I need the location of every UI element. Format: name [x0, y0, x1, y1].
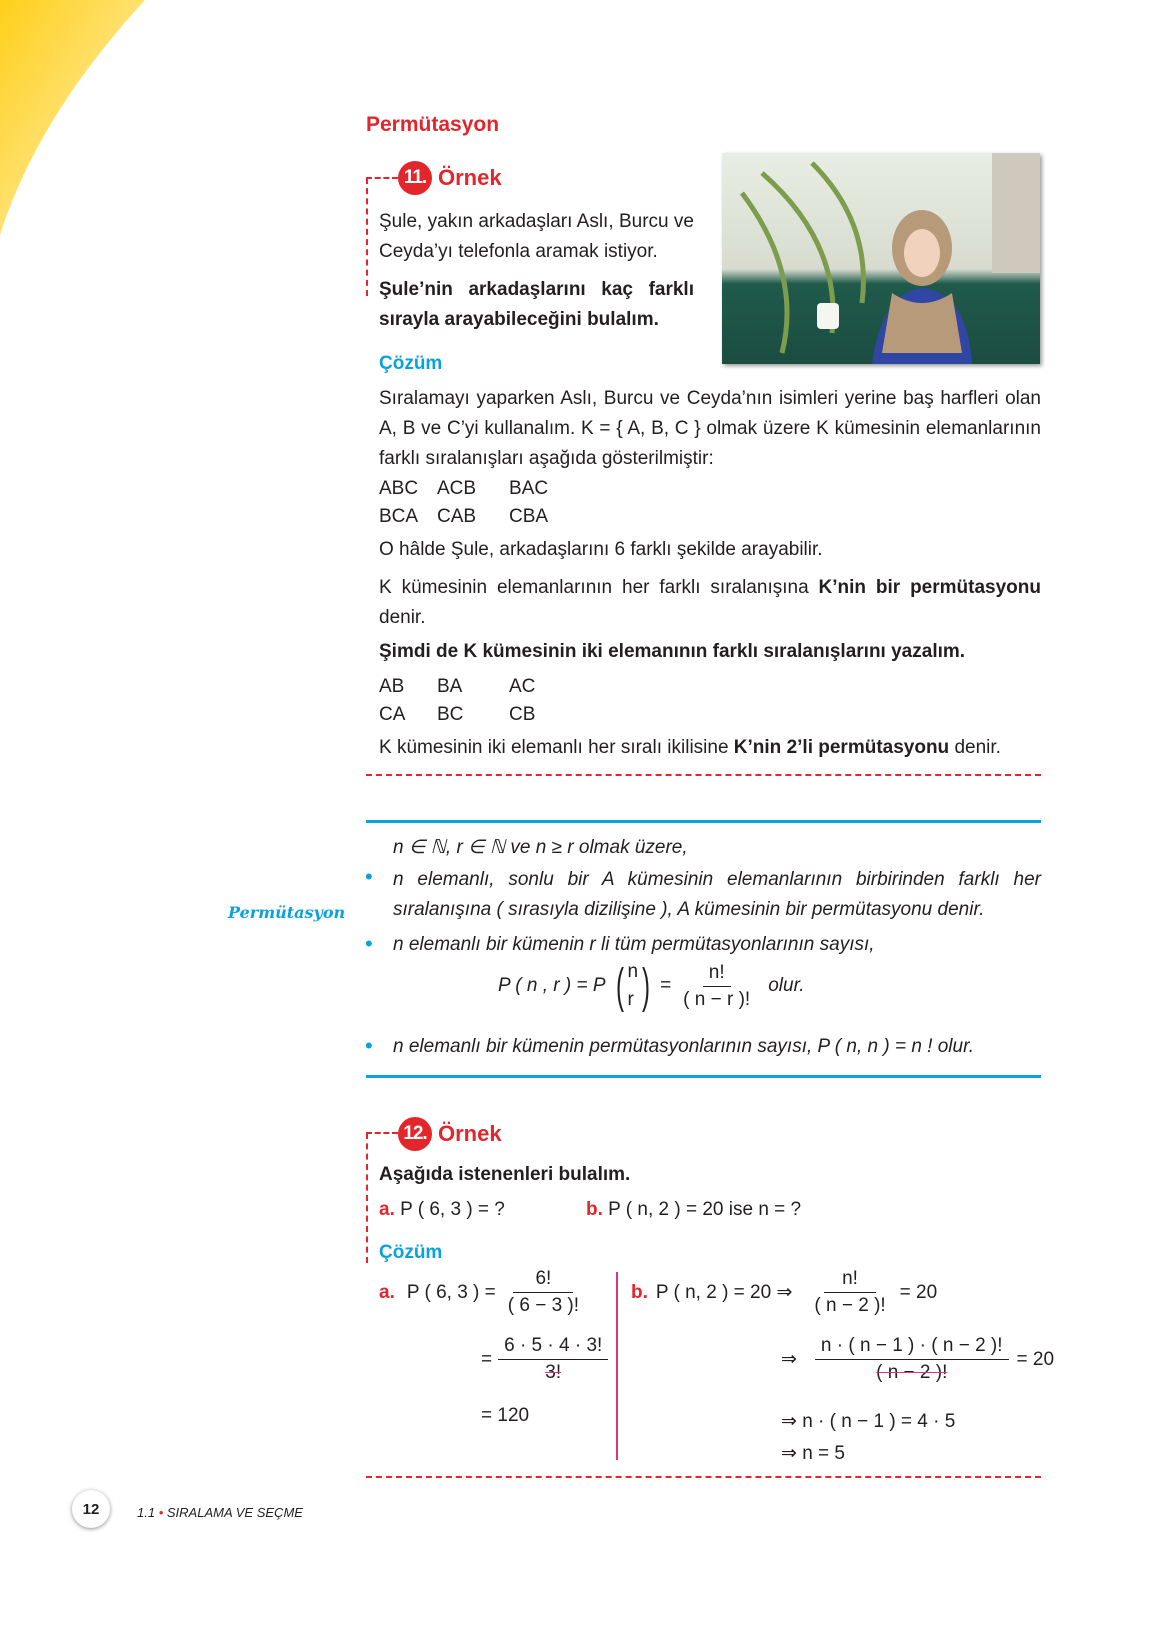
- numerator: n · ( n − 1 ) · ( n − 2 )!: [815, 1335, 1009, 1360]
- numerator: 6!: [513, 1268, 573, 1293]
- perm-item: CB: [509, 704, 536, 725]
- example-11-question: Şule’nin arkadaşlarını kaç farklı sırayla arayabileceğini bulalım.: [379, 279, 694, 330]
- example-end-divider: [366, 1476, 1041, 1478]
- denominator: ( n − 2 )!: [876, 1362, 948, 1383]
- solution-b-line-2: [781, 1335, 1054, 1384]
- solution-label: Çözüm: [379, 353, 443, 374]
- perm-item: CAB: [437, 506, 477, 527]
- corner-decoration: [0, 0, 160, 240]
- implies-icon: ⇒: [781, 1349, 797, 1370]
- denominator: ( n − 2 )!: [814, 1295, 886, 1316]
- formula-end: olur.: [768, 975, 805, 996]
- numerator: 6 · 5 · 4 · 3!: [498, 1335, 608, 1360]
- numerator: n!: [703, 962, 731, 987]
- perm-item: ACB: [437, 478, 477, 499]
- fraction: [808, 1268, 891, 1317]
- fraction: [502, 1268, 585, 1317]
- term: K’nin 2’li permütasyonu: [733, 737, 950, 758]
- example-border: [366, 178, 368, 296]
- page-number: 12: [72, 1490, 110, 1528]
- fraction: [498, 1335, 608, 1384]
- solution-b-line-3: ⇒ n · ( n − 1 ) = 4 · 5: [781, 1411, 956, 1432]
- separator: •: [158, 1505, 164, 1520]
- lhs: P ( 6, 3 ) =: [406, 1281, 496, 1303]
- solution-a-line-1: [379, 1268, 585, 1317]
- bullet-icon: •: [365, 931, 373, 956]
- example-11-header: [398, 161, 502, 195]
- text: P ( n, 2 ) = 20 ise n = ?: [608, 1199, 802, 1220]
- example-border-top: [366, 1132, 398, 1134]
- fraction: [815, 1335, 1009, 1384]
- formula-fraction: [677, 962, 756, 1011]
- perm-item: ABC: [379, 478, 419, 499]
- perm-item: BC: [437, 704, 464, 725]
- solution-paragraph-3: [379, 573, 1041, 633]
- binom-bottom: r: [627, 989, 634, 1010]
- solution-paragraph-5: [379, 737, 1001, 759]
- label: b.: [586, 1199, 603, 1220]
- section-title: Permütasyon: [366, 113, 500, 136]
- label: a.: [379, 1281, 395, 1303]
- perm-item: CA: [379, 704, 406, 725]
- permutations-3-list: [379, 475, 548, 531]
- solution-a-result: = 120: [481, 1405, 530, 1426]
- lhs: P ( n, 2 ) = 20 ⇒: [655, 1282, 793, 1303]
- denominator: 3!: [545, 1362, 562, 1383]
- text: P ( 6, 3 ) = ?: [400, 1199, 505, 1220]
- term: K’nin bir permütasyonu: [818, 577, 1041, 598]
- solution-paragraph-2: O hâlde Şule, arkadaşlarını 6 farklı şekilde arayabilir.: [379, 539, 823, 560]
- example-12-header: [398, 1117, 502, 1151]
- chapter-title: SIRALAMA VE SEÇME: [166, 1505, 303, 1520]
- perm-item: AC: [509, 676, 536, 697]
- example-label: Örnek: [438, 1121, 502, 1146]
- solution-label: Çözüm: [379, 1242, 443, 1263]
- question-a: [379, 1199, 505, 1221]
- label: b.: [631, 1281, 648, 1303]
- question-b: [586, 1199, 801, 1221]
- text: denir.: [949, 737, 1001, 758]
- bullet-icon: •: [365, 864, 373, 889]
- example-number-badge: 12.: [398, 1117, 432, 1151]
- definition-side-label: Permütasyon: [228, 903, 346, 922]
- perm-item: AB: [379, 676, 405, 697]
- numerator: n!: [824, 1268, 876, 1293]
- solution-divider: [616, 1272, 618, 1460]
- chapter-number: 1.1: [137, 1505, 156, 1520]
- solution-b-line-4: ⇒ n = 5: [781, 1443, 845, 1464]
- solution-b-line-1: [631, 1268, 937, 1317]
- bullet-icon: •: [365, 1033, 373, 1058]
- footer-chapter: [137, 1505, 303, 1520]
- definition-bullet-1: n elemanlı, sonlu bir A kümesinin elemanlarının birbirinden farklı her sıralanışına ( sırasıyla dizilişine ), A kümesinin bir permütasyonu denir.: [393, 869, 1041, 920]
- definition-top-line: [366, 820, 1041, 823]
- binom-top: n: [627, 961, 639, 982]
- example-11-text: Şule, yakın arkadaşları Aslı, Burcu ve Ceyda’yı telefonla aramak istiyor.: [379, 211, 694, 262]
- equals: =: [481, 1348, 493, 1370]
- solution-paragraph-4: Şimdi de K kümesinin iki elemanının farklı sıralanışlarını yazalım.: [379, 641, 966, 662]
- denominator: ( n − r )!: [683, 988, 751, 1010]
- example-label: Örnek: [438, 165, 502, 190]
- text: denir.: [379, 607, 426, 628]
- definition-bottom-line: [366, 1075, 1041, 1078]
- definition-bullet-2: n elemanlı bir kümenin r li tüm permütasyonlarının sayısı,: [393, 934, 875, 955]
- solution-paragraph-1: Sıralamayı yaparken Aslı, Burcu ve Ceyda’nın isimleri yerine baş harfleri olan A, B ve C’yi kullanalım. K = { A, B, C } olmak üzere K kümesinin elemanlarının farklı sıralanışları aşağıda gösterilmiştir:: [379, 388, 1041, 469]
- equals: =: [660, 975, 672, 996]
- denominator: ( 6 − 3 )!: [507, 1295, 580, 1316]
- example-border-top: [366, 177, 398, 179]
- perm-item: BCA: [379, 506, 419, 527]
- text: K kümesinin elemanlarının her farklı sıralanışına: [379, 577, 819, 598]
- text: K kümesinin iki elemanlı her sıralı ikilisine: [379, 737, 734, 758]
- example-number-badge: 11.: [398, 161, 432, 195]
- example-end-divider: [366, 774, 1041, 776]
- label: a.: [379, 1199, 395, 1220]
- example-12-task: Aşağıda istenenleri bulalım.: [379, 1164, 631, 1185]
- perm-item: CBA: [509, 506, 549, 527]
- rhs: = 20: [899, 1281, 938, 1303]
- example-border: [366, 1133, 368, 1263]
- definition-intro: n ∈ ℕ, r ∈ ℕ ve n ≥ r olmak üzere,: [393, 837, 688, 858]
- perm-item: BAC: [509, 478, 549, 499]
- rhs: = 20: [1016, 1348, 1055, 1370]
- binomial: ( n r ): [615, 959, 651, 1013]
- permutation-formula: [498, 958, 804, 1014]
- woman-on-phone-photo: [722, 153, 1040, 364]
- permutations-2-list: [379, 673, 535, 729]
- definition-bullet-3: n elemanlı bir kümenin permütasyonlarının sayısı, P ( n, n ) = n ! olur.: [393, 1036, 974, 1057]
- solution-a-line-2: [481, 1335, 608, 1384]
- perm-item: BA: [437, 676, 463, 697]
- formula-lhs: P ( n , r ) = P: [498, 975, 606, 996]
